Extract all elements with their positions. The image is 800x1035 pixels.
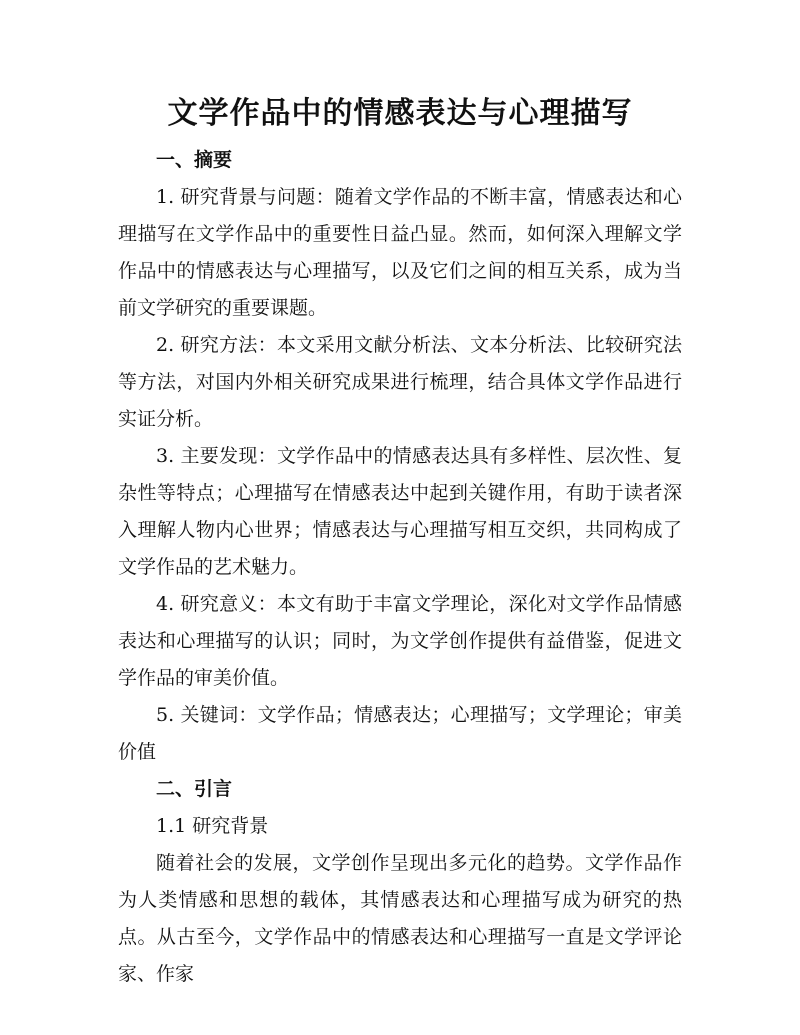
abstract-item-significance: 4. 研究意义：本文有助于丰富文学理论，深化对文学作品情感表达和心理描写的认识；同时，为文学创作提供有益借鉴，促进文学作品的审美价值。	[118, 593, 682, 689]
section-heading-abstract: 一、摘要	[156, 149, 233, 171]
abstract-item-methods: 2. 研究方法：本文采用文献分析法、文本分析法、比较研究法等方法，对国内外相关研究成果进行梳理，结合具体文学作品进行实证分析。	[118, 334, 682, 430]
section-heading-introduction: 二、引言	[156, 778, 233, 800]
document-body	[118, 142, 682, 993]
abstract-item-background: 1. 研究背景与问题：随着文学作品的不断丰富，情感表达和心理描写在文学作品中的重要性日益凸显。然而，如何深入理解文学作品中的情感表达与心理描写，以及它们之间的相互关系，成为当前文学研究的重要课题。	[118, 186, 682, 319]
abstract-item-findings: 3. 主要发现：文学作品中的情感表达具有多样性、层次性、复杂性等特点；心理描写在情感表达中起到关键作用，有助于读者深入理解人物内心世界；情感表达与心理描写相互交织，共同构成了文学作品的艺术魅力。	[118, 445, 682, 578]
document-title: 文学作品中的情感表达与心理描写	[167, 96, 633, 131]
subsection-heading-background: 1.1 研究背景	[156, 815, 269, 837]
intro-paragraph: 随着社会的发展，文学创作呈现出多元化的趋势。文学作品作为人类情感和思想的载体，其情感表达和心理描写成为研究的热点。从古至今，文学作品中的情感表达和心理描写一直是文学评论家、作家	[118, 852, 682, 985]
abstract-item-keywords: 5. 关键词：文学作品；情感表达；心理描写；文学理论；审美价值	[118, 704, 682, 763]
